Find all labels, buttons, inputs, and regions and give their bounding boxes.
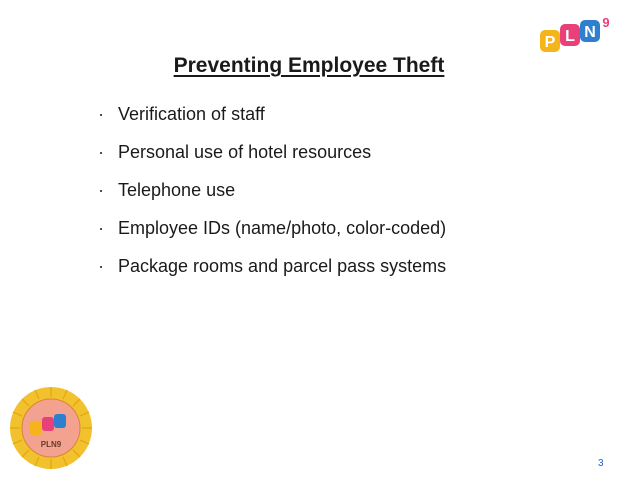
bullet-marker: · — [98, 104, 104, 124]
pln9-seal-logo — [8, 385, 94, 471]
page-number: 3 — [598, 458, 604, 469]
bullet-text: Personal use of hotel resources — [118, 142, 372, 162]
bullet-list — [98, 104, 446, 294]
seal-text: PLN9 — [40, 440, 62, 449]
bullet-item — [98, 142, 446, 180]
pln9-logo — [536, 14, 616, 58]
bullet-text: Telephone use — [118, 180, 236, 200]
logo-letter-n: N — [584, 24, 596, 41]
bullet-marker: · — [98, 142, 104, 162]
bullet-item — [98, 256, 446, 294]
logo-letter-9: 9 — [602, 15, 610, 30]
bullet-text: Verification of staff — [118, 104, 265, 124]
bullet-marker: · — [98, 256, 104, 276]
bullet-text: Package rooms and parcel pass systems — [118, 256, 447, 276]
bullet-marker: · — [98, 218, 104, 238]
bullet-item — [98, 104, 446, 142]
logo-letter-p: P — [544, 34, 556, 51]
bullet-item — [98, 180, 446, 218]
bullet-item — [98, 218, 446, 256]
slide-title: Preventing Employee Theft — [173, 54, 445, 77]
logo-letter-l: L — [565, 28, 575, 45]
bullet-marker: · — [98, 180, 104, 200]
bullet-text: Employee IDs (name/photo, color-coded) — [118, 218, 447, 238]
